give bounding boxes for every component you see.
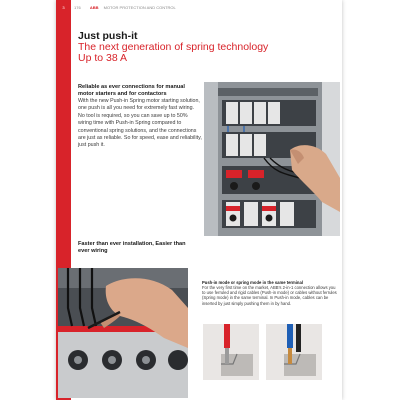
section-name: MOTOR PROTECTION AND CONTROL (103, 5, 176, 10)
lead-heading: Reliable as ever connections for manual motor starters and for contactors (78, 84, 185, 97)
spring-mode-diagram (266, 324, 322, 380)
running-header (74, 4, 338, 12)
ferrule-wire-illustration (203, 324, 259, 380)
wiring-photo (58, 268, 188, 398)
push-in-diagram (203, 324, 259, 380)
page-subtitle-rating: Up to 38 A (78, 52, 128, 64)
wiring-illustration (58, 268, 188, 398)
cabinet-photo (204, 82, 340, 236)
push-mode-body: For the very first time on the market, ABB's 2-in-1 connection allows you to use ferruled and rigid cables (Push-in mode) or cables without ferrules (Spring mode) in the same terminal. In Push-in mode, cables can be inserted by just simply pushing them in by hand. (202, 285, 337, 306)
chapter-number: 3 (62, 5, 65, 10)
spring-wire-illustration (266, 324, 322, 380)
section-heading: Faster than ever installation, Easier than ever wiring (78, 241, 186, 254)
push-mode-heading: Push-in mode or spring mode in the same terminal (202, 280, 303, 285)
abb-logo: ABB (89, 5, 99, 10)
page-number: 176 (74, 5, 81, 10)
page-subtitle: The next generation of spring technology (78, 41, 269, 53)
lead-body: With the new Push-in Spring motor starting solution, one push is all you need for extremely fast wiring. No tool is required, so you can save up to 50% wiring time with Push-in Spring compared to conventional spring solutions, and the connections are just as reliable. So for speed, ease and reliability, just push it. (78, 98, 202, 149)
cabinet-illustration (204, 82, 340, 236)
page-title: Just push-it (78, 30, 138, 42)
